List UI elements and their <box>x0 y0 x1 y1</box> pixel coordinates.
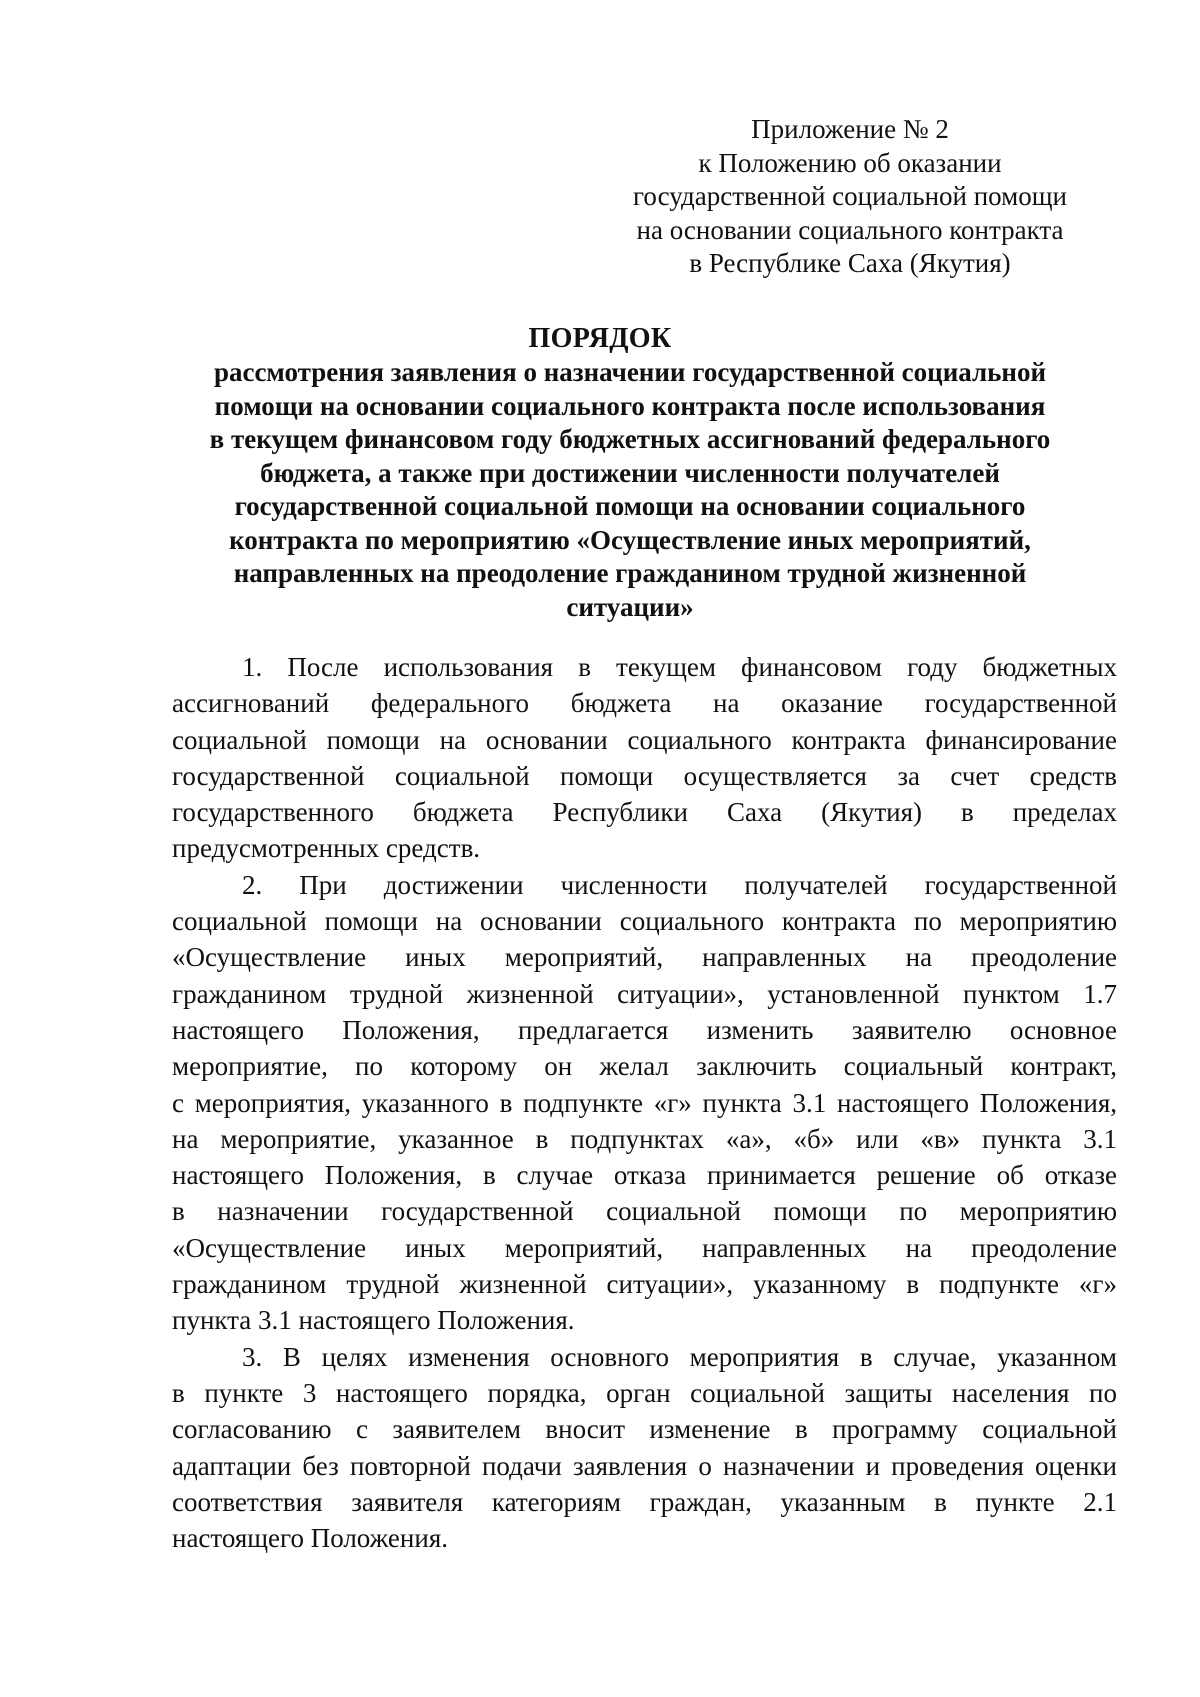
paragraph-line: мероприятие, по которому он желал заключить социальный контракт, <box>172 1051 1117 1082</box>
appendix-line: в Республике Саха (Якутия) <box>689 248 1011 278</box>
paragraph-line: «Осуществление иных мероприятий, направленных на преодоление <box>172 1232 1117 1263</box>
paragraph-line: 3. В целях изменения основного мероприятия в случае, указанном <box>242 1341 1117 1372</box>
paragraph-line: пункта 3.1 настоящего Положения. <box>172 1305 575 1336</box>
subtitle-line: в текущем финансовом году бюджетных ассигнований федерального <box>209 424 1051 454</box>
paragraph-line: гражданином трудной жизненной ситуации», установленной пунктом 1.7 <box>172 978 1117 1009</box>
paragraph-line: соответствия заявителя категориям граждан, указанным в пункте 2.1 <box>172 1486 1117 1517</box>
appendix-line: Приложение № 2 <box>751 114 949 144</box>
appendix-line: на основании социального контракта <box>636 214 1064 245</box>
paragraph-line: социальной помощи на основании социального контракта финансирование <box>172 724 1117 755</box>
paragraph-line: на мероприятие, указанное в подпунктах «а», «б» или «в» пункта 3.1 <box>172 1123 1117 1154</box>
paragraph-2 <box>172 867 1117 1339</box>
appendix-header <box>600 113 1100 281</box>
subtitle-line: ситуации» <box>566 591 694 622</box>
paragraph-line: социальной помощи на основании социального контракта по мероприятию <box>172 906 1117 937</box>
paragraph-line: в назначении государственной социальной помощи по мероприятию <box>172 1196 1117 1227</box>
subtitle-line: направленных на преодоление гражданином трудной жизненной <box>233 558 1027 588</box>
paragraph-line: государственного бюджета Республики Саха (Якутия) в пределах <box>172 797 1117 828</box>
paragraph-line: адаптации без повторной подачи заявления о назначении и проведения оценки <box>172 1450 1117 1481</box>
paragraph-3 <box>172 1339 1117 1557</box>
paragraph-line: гражданином трудной жизненной ситуации», указанному в подпункте «г» <box>172 1269 1117 1300</box>
paragraph-line: настоящего Положения, предлагается изменить заявителю основное <box>172 1014 1117 1045</box>
subtitle-line: бюджета, а также при достижении численности получателей <box>260 457 1000 488</box>
paragraph-line: 1. После использования в текущем финансовом году бюджетных <box>242 652 1117 682</box>
document-subtitle <box>170 356 1090 624</box>
paragraph-line: государственной социальной помощи осуществляется за счет средств <box>172 760 1117 791</box>
paragraph-line: в пункте 3 настоящего порядка, орган социальной защиты населения по <box>172 1377 1117 1408</box>
document-title: ПОРЯДОК <box>528 323 672 354</box>
paragraph-line: согласованию с заявителем вносит изменение в программу социальной <box>172 1414 1117 1445</box>
subtitle-line: государственной социальной помощи на основании социального <box>234 491 1026 521</box>
paragraph-1 <box>172 649 1117 867</box>
subtitle-line: контракта по мероприятию «Осуществление иных мероприятий, <box>229 524 1031 555</box>
paragraph-line: предусмотренных средств. <box>172 833 481 864</box>
paragraph-line: настоящего Положения, в случае отказа принимается решение об отказе <box>172 1160 1117 1191</box>
paragraph-line: «Осуществление иных мероприятий, направленных на преодоление <box>172 942 1117 973</box>
appendix-line: государственной социальной помощи <box>633 181 1067 211</box>
document-body <box>172 649 1117 1556</box>
paragraph-line: настоящего Положения. <box>172 1523 448 1554</box>
paragraph-line: с мероприятия, указанного в подпункте «г» пункта 3.1 настоящего Положения, <box>172 1087 1117 1118</box>
paragraph-line: 2. При достижении численности получателей государственной <box>242 869 1117 900</box>
subtitle-line: помощи на основании социального контракта после использования <box>214 390 1046 421</box>
subtitle-line: рассмотрения заявления о назначении государственной социальной <box>213 357 1047 387</box>
paragraph-line: ассигнований федерального бюджета на оказание государственной <box>172 688 1117 719</box>
appendix-line: к Положению об оказании <box>698 147 1002 178</box>
